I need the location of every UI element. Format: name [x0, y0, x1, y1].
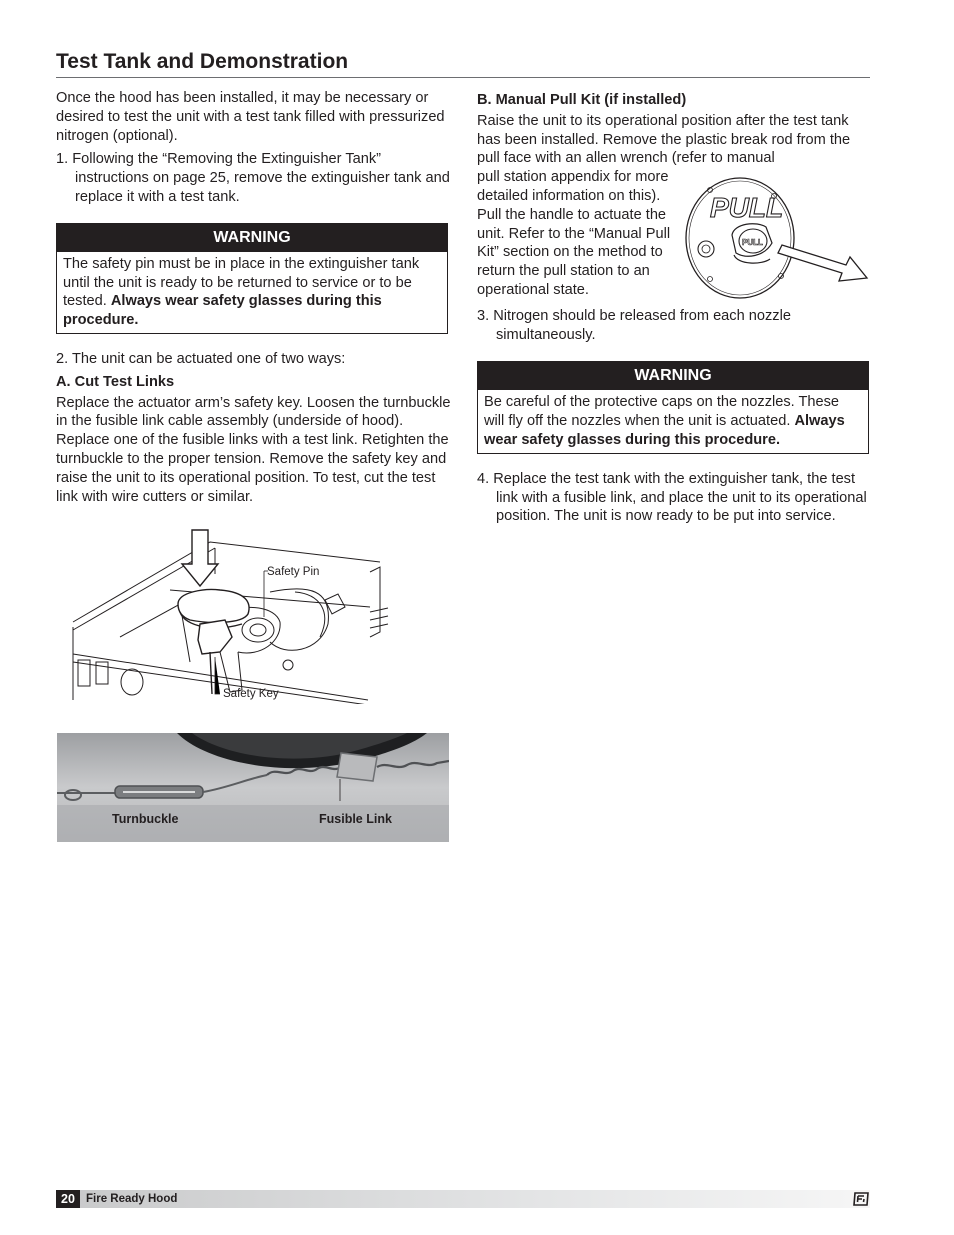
subsection-a-heading: A. Cut Test Links	[56, 373, 175, 390]
warning-body-1	[57, 252, 447, 333]
warning-bold-2: Always wear safety glasses during this procedure.	[484, 413, 845, 448]
page-title: Test Tank and Demonstration	[56, 50, 349, 73]
footer-bar	[56, 1190, 870, 1208]
subsection-b-text-wrapped: pull station appendix for more detailed information on this). Pull the handle to actuate the unit. Refer to the “Manual Pull Kit” section on the method to return the pull station to an operational state.	[477, 169, 671, 298]
step-3: 3. Nitrogen should be released from each nozzle simultaneously.	[477, 307, 791, 343]
fusible-link-label: Fusible Link	[319, 812, 392, 826]
subsection-b-text: Raise the unit to its operational position after the test tank has been installed. Remove the plastic break rod from the pull face with an allen wrench (refer to manual	[477, 112, 851, 167]
turnbuckle-label: Turnbuckle	[112, 812, 179, 826]
right-column	[477, 91, 869, 526]
safety-key-label: Safety Key	[223, 688, 279, 700]
warning-header-1: WARNING	[57, 224, 447, 252]
warning-header-2: WARNING	[478, 362, 868, 390]
page-number: 20	[56, 1190, 80, 1208]
title-rule	[56, 77, 870, 78]
footer-title: Fire Ready Hood	[86, 1193, 178, 1205]
pull-lettering: PULL	[710, 192, 784, 223]
warning-body-2	[478, 390, 868, 452]
actuator-illustration	[70, 512, 390, 704]
step-2: 2. The unit can be actuated one of two ways:	[56, 350, 346, 367]
subsection-a-text: Replace the actuator arm’s safety key. Loosen the turnbuckle in the fusible link cable assembly (underside of hood). Replace one of the fusible links with a test link. Retighten the turnbuckle to the proper tension. Remove the safety key and raise the unit to its operational position. To test, cut the test link with wire cutters or similar.	[56, 394, 451, 505]
intro-paragraph: Once the hood has been installed, it may be necessary or desired to test the unit with a test tank filled with pressurized nitrogen (optional).	[56, 90, 445, 144]
left-column	[56, 89, 451, 506]
warning-box-1	[56, 223, 448, 334]
warning-bold-1: Always wear safety glasses during this procedure.	[63, 293, 382, 329]
fusible-link-photo	[57, 733, 449, 842]
warning-text-2: Be careful of the protective caps on the nozzles. These will fly off the nozzles when the unit is actuated.	[484, 394, 840, 430]
step-1: 1. Following the “Removing the Extinguisher Tank” instructions on page 25, remove the extinguisher tank and replace it with a test tank.	[56, 151, 450, 205]
pull-handle-lettering: PULL	[742, 238, 763, 247]
safety-pin-label: Safety Pin	[267, 566, 320, 578]
pull-station-illustration	[682, 173, 872, 303]
warning-box-2	[477, 361, 869, 453]
warning-text-1: The safety pin must be in place in the extinguisher tank until the unit is ready to be returned to service or to be tested.	[63, 255, 420, 310]
subsection-b-heading: B. Manual Pull Kit (if installed)	[477, 92, 687, 108]
step-4: 4. Replace the test tank with the extinguisher tank, the test link with a fusible link, and place the unit to its operational position. The unit is now ready to be put into service.	[477, 470, 867, 525]
brand-logo-icon	[853, 1191, 869, 1207]
